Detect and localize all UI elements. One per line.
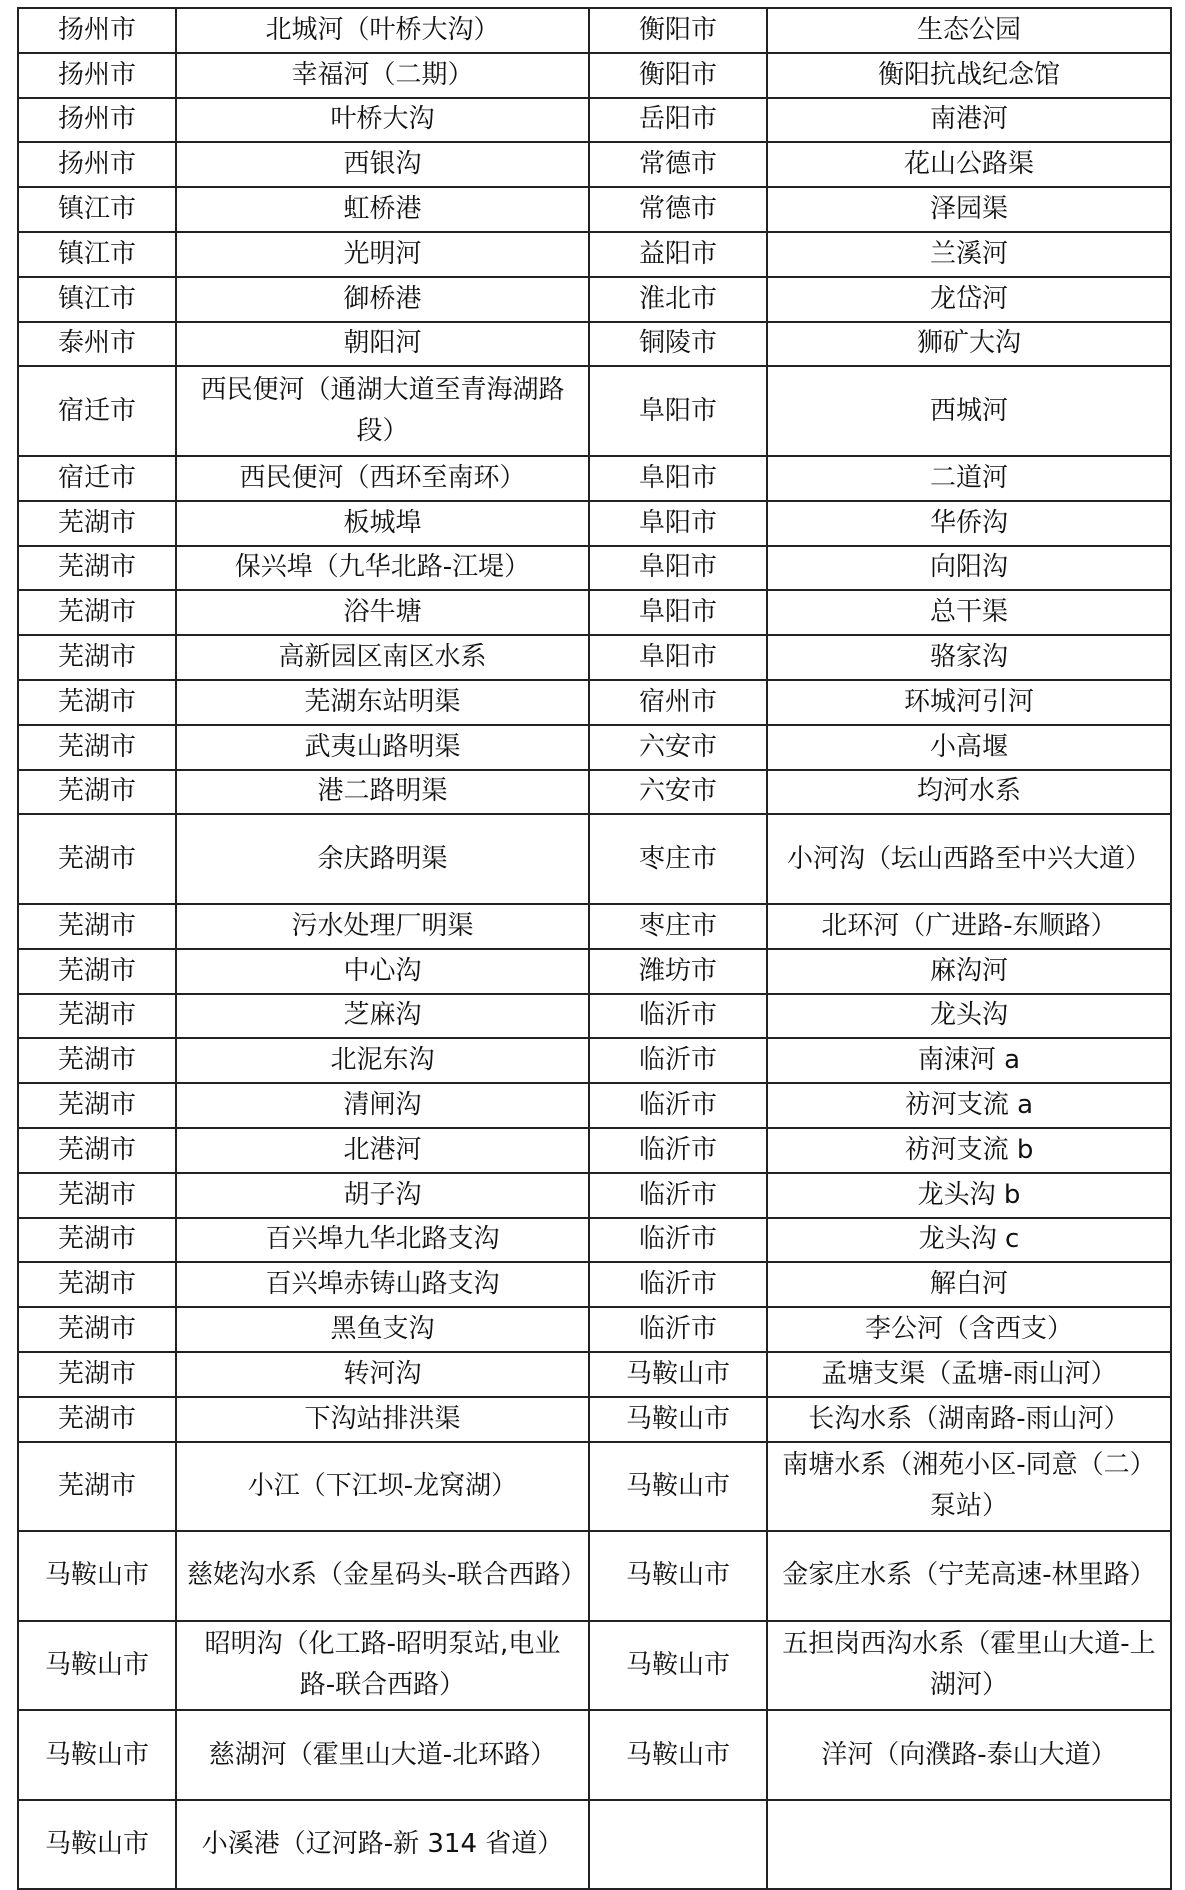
waterbody-name-cell: 总干渠	[767, 590, 1171, 635]
table-row	[18, 1038, 1171, 1083]
city-cell: 芜湖市	[18, 1352, 176, 1397]
waterbody-name-cell: 虹桥港	[176, 187, 589, 232]
table-row	[18, 366, 1171, 456]
city-cell: 马鞍山市	[589, 1397, 767, 1442]
city-cell: 芜湖市	[18, 1307, 176, 1352]
city-cell: 阜阳市	[589, 366, 767, 456]
city-cell: 六安市	[589, 770, 767, 815]
city-cell: 宿州市	[589, 680, 767, 725]
waterbody-name-cell: 港二路明渠	[176, 770, 589, 815]
table-row	[18, 1128, 1171, 1173]
city-cell: 临沂市	[589, 1307, 767, 1352]
table-row	[18, 142, 1171, 187]
city-cell: 枣庄市	[589, 904, 767, 949]
table-row	[18, 725, 1171, 770]
waterbody-name-cell: 御桥港	[176, 277, 589, 322]
city-cell: 芜湖市	[18, 635, 176, 680]
waterbody-name-cell: 芜湖东站明渠	[176, 680, 589, 725]
table-row	[18, 1397, 1171, 1442]
city-cell: 镇江市	[18, 277, 176, 322]
table-row	[18, 1307, 1171, 1352]
waterbody-name-cell: 二道河	[767, 456, 1171, 501]
city-cell: 马鞍山市	[589, 1352, 767, 1397]
table-row	[18, 98, 1171, 143]
waterbody-name-cell: 西银沟	[176, 142, 589, 187]
table-row	[18, 1800, 1171, 1890]
waterbody-name-cell: 花山公路渠	[767, 142, 1171, 187]
waterbody-name-cell: 北港河	[176, 1128, 589, 1173]
city-cell: 马鞍山市	[18, 1531, 176, 1621]
waterbody-name-cell: 祊河支流 b	[767, 1128, 1171, 1173]
waterbody-name-cell: 生态公园	[767, 8, 1171, 53]
city-cell: 临沂市	[589, 1262, 767, 1307]
table-row	[18, 635, 1171, 680]
city-cell: 临沂市	[589, 1173, 767, 1218]
waterbody-name-cell: 百兴埠九华北路支沟	[176, 1218, 589, 1263]
city-cell: 常德市	[589, 142, 767, 187]
city-cell: 常德市	[589, 187, 767, 232]
table-row	[18, 546, 1171, 591]
waterbody-name-cell: 小高堰	[767, 725, 1171, 770]
waterbody-name-cell: 小溪港（辽河路-新 314 省道）	[176, 1800, 589, 1890]
waterbody-name-cell: 李公河（含西支）	[767, 1307, 1171, 1352]
city-cell: 枣庄市	[589, 814, 767, 904]
city-cell: 宿迁市	[18, 456, 176, 501]
city-cell: 马鞍山市	[18, 1621, 176, 1711]
table-row	[18, 814, 1171, 904]
city-cell: 阜阳市	[589, 635, 767, 680]
waterbody-name-cell: 洋河（向濮路-泰山大道）	[767, 1710, 1171, 1800]
waterbody-name-cell: 转河沟	[176, 1352, 589, 1397]
city-cell: 芜湖市	[18, 1218, 176, 1263]
city-cell: 扬州市	[18, 53, 176, 98]
waterbody-name-cell: 长沟水系（湖南路-雨山河）	[767, 1397, 1171, 1442]
waterbody-name-cell: 龙头沟 c	[767, 1218, 1171, 1263]
table-row	[18, 1621, 1171, 1711]
waterbody-name-cell: 骆家沟	[767, 635, 1171, 680]
waterbody-name-cell: 武夷山路明渠	[176, 725, 589, 770]
city-cell: 扬州市	[18, 98, 176, 143]
city-cell: 扬州市	[18, 142, 176, 187]
waterbody-name-cell: 余庆路明渠	[176, 814, 589, 904]
table-row	[18, 322, 1171, 367]
city-cell: 芜湖市	[18, 1128, 176, 1173]
waterbody-name-cell: 下沟站排洪渠	[176, 1397, 589, 1442]
waterbody-name-cell: 西城河	[767, 366, 1171, 456]
waterbody-name-cell: 西民便河（西环至南环）	[176, 456, 589, 501]
waterbody-name-cell: 保兴埠（九华北路-江堤）	[176, 546, 589, 591]
city-cell: 泰州市	[18, 322, 176, 367]
city-cell: 镇江市	[18, 187, 176, 232]
city-cell: 阜阳市	[589, 546, 767, 591]
table-row	[18, 1262, 1171, 1307]
waterbody-name-cell: 向阳沟	[767, 546, 1171, 591]
waterbody-name-cell: 南塘水系（湘苑小区-同意（二）泵站）	[767, 1442, 1171, 1532]
waterbody-name-cell: 兰溪河	[767, 232, 1171, 277]
table-row	[18, 232, 1171, 277]
waterbody-name-cell: 南涑河 a	[767, 1038, 1171, 1083]
city-cell: 芜湖市	[18, 725, 176, 770]
waterbody-name-cell: 板城埠	[176, 501, 589, 546]
city-cell: 临沂市	[589, 1128, 767, 1173]
waterbody-name-cell: 中心沟	[176, 949, 589, 994]
city-cell: 芜湖市	[18, 501, 176, 546]
table-row	[18, 277, 1171, 322]
waterbody-name-cell: 慈湖河（霍里山大道-北环路）	[176, 1710, 589, 1800]
waterbody-name-cell: 胡子沟	[176, 1173, 589, 1218]
waterbody-name-cell: 麻沟河	[767, 949, 1171, 994]
city-cell: 衡阳市	[589, 53, 767, 98]
table-body	[18, 8, 1171, 1889]
waterbody-name-cell: 清闸沟	[176, 1083, 589, 1128]
waterbody-name-cell: 北城河（叶桥大沟）	[176, 8, 589, 53]
table-row	[18, 1352, 1171, 1397]
table-row	[18, 1083, 1171, 1128]
waterbody-name-cell: 金家庄水系（宁芜高速-林里路）	[767, 1531, 1171, 1621]
table-row	[18, 456, 1171, 501]
waterbody-name-cell: 衡阳抗战纪念馆	[767, 53, 1171, 98]
waterbody-name-cell: 龙头沟	[767, 994, 1171, 1039]
waterbody-name-cell: 龙岱河	[767, 277, 1171, 322]
city-cell: 马鞍山市	[589, 1442, 767, 1532]
city-cell: 马鞍山市	[18, 1710, 176, 1800]
waterbody-name-cell: 环城河引河	[767, 680, 1171, 725]
table-row	[18, 53, 1171, 98]
city-cell: 宿迁市	[18, 366, 176, 456]
waterbody-name-cell: 北环河（广进路-东顺路）	[767, 904, 1171, 949]
table-row	[18, 590, 1171, 635]
city-cell: 芜湖市	[18, 1173, 176, 1218]
city-cell: 芜湖市	[18, 1262, 176, 1307]
waterbody-name-cell: 西民便河（通湖大道至青海湖路段）	[176, 366, 589, 456]
waterbody-name-cell: 南港河	[767, 98, 1171, 143]
waterbody-name-cell: 小江（下江坝-龙窝湖）	[176, 1442, 589, 1532]
city-cell: 马鞍山市	[589, 1621, 767, 1711]
waterbody-name-cell: 北泥东沟	[176, 1038, 589, 1083]
city-cell: 六安市	[589, 725, 767, 770]
waterbody-name-cell: 狮矿大沟	[767, 322, 1171, 367]
waterbody-name-cell: 龙头沟 b	[767, 1173, 1171, 1218]
city-cell: 岳阳市	[589, 98, 767, 143]
city-cell: 芜湖市	[18, 949, 176, 994]
city-cell: 铜陵市	[589, 322, 767, 367]
city-cell: 芜湖市	[18, 1397, 176, 1442]
city-cell: 临沂市	[589, 994, 767, 1039]
waterbody-name-cell: 光明河	[176, 232, 589, 277]
city-cell: 芜湖市	[18, 814, 176, 904]
table-row	[18, 949, 1171, 994]
city-cell: 临沂市	[589, 1218, 767, 1263]
city-cell: 芜湖市	[18, 904, 176, 949]
waterbody-name-cell: 高新园区南区水系	[176, 635, 589, 680]
table-row	[18, 8, 1171, 53]
waterbody-name-cell: 均河水系	[767, 770, 1171, 815]
waterbody-name-cell: 污水处理厂明渠	[176, 904, 589, 949]
waterbody-name-cell	[767, 1800, 1171, 1890]
city-cell: 衡阳市	[589, 8, 767, 53]
table-row	[18, 770, 1171, 815]
city-cell: 镇江市	[18, 232, 176, 277]
waterbody-table	[17, 7, 1172, 1890]
waterbody-name-cell: 五担岗西沟水系（霍里山大道-上湖河）	[767, 1621, 1171, 1711]
waterbody-name-cell: 慈姥沟水系（金星码头-联合西路）	[176, 1531, 589, 1621]
table-row	[18, 1218, 1171, 1263]
waterbody-name-cell: 百兴埠赤铸山路支沟	[176, 1262, 589, 1307]
table-row	[18, 1173, 1171, 1218]
city-cell: 阜阳市	[589, 590, 767, 635]
table-row	[18, 1442, 1171, 1532]
city-cell: 芜湖市	[18, 546, 176, 591]
waterbody-name-cell: 黑鱼支沟	[176, 1307, 589, 1352]
city-cell: 芜湖市	[18, 770, 176, 815]
city-cell: 马鞍山市	[589, 1710, 767, 1800]
table-row	[18, 994, 1171, 1039]
waterbody-name-cell: 幸福河（二期）	[176, 53, 589, 98]
city-cell: 芜湖市	[18, 994, 176, 1039]
table-row	[18, 1710, 1171, 1800]
city-cell: 芜湖市	[18, 680, 176, 725]
waterbody-name-cell: 解白河	[767, 1262, 1171, 1307]
city-cell: 淮北市	[589, 277, 767, 322]
table-row	[18, 904, 1171, 949]
waterbody-name-cell: 华侨沟	[767, 501, 1171, 546]
city-cell	[589, 1800, 767, 1890]
city-cell: 扬州市	[18, 8, 176, 53]
city-cell: 阜阳市	[589, 456, 767, 501]
waterbody-name-cell: 芝麻沟	[176, 994, 589, 1039]
city-cell: 芜湖市	[18, 1083, 176, 1128]
waterbody-name-cell: 浴牛塘	[176, 590, 589, 635]
city-cell: 马鞍山市	[18, 1800, 176, 1890]
city-cell: 马鞍山市	[589, 1531, 767, 1621]
city-cell: 芜湖市	[18, 590, 176, 635]
waterbody-name-cell: 孟塘支渠（孟塘-雨山河）	[767, 1352, 1171, 1397]
city-cell: 芜湖市	[18, 1442, 176, 1532]
waterbody-name-cell: 叶桥大沟	[176, 98, 589, 143]
city-cell: 临沂市	[589, 1038, 767, 1083]
waterbody-name-cell: 昭明沟（化工路-昭明泵站,电业路-联合西路）	[176, 1621, 589, 1711]
city-cell: 阜阳市	[589, 501, 767, 546]
waterbody-name-cell: 小河沟（坛山西路至中兴大道）	[767, 814, 1171, 904]
table-row	[18, 1531, 1171, 1621]
city-cell: 临沂市	[589, 1083, 767, 1128]
city-cell: 芜湖市	[18, 1038, 176, 1083]
city-cell: 益阳市	[589, 232, 767, 277]
table-row	[18, 501, 1171, 546]
table-row	[18, 187, 1171, 232]
waterbody-name-cell: 朝阳河	[176, 322, 589, 367]
waterbody-name-cell: 祊河支流 a	[767, 1083, 1171, 1128]
city-cell: 潍坊市	[589, 949, 767, 994]
table-row	[18, 680, 1171, 725]
waterbody-name-cell: 泽园渠	[767, 187, 1171, 232]
